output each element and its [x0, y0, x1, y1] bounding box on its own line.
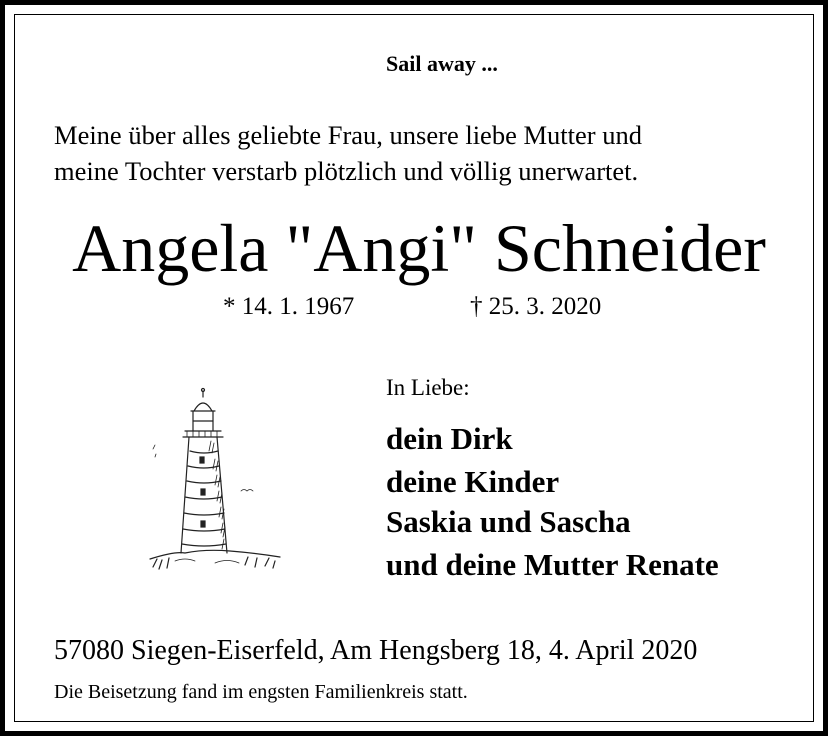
mourner-3: Saskia und Sascha [386, 504, 631, 539]
intro-line-2: meine Tochter verstarb plötzlich und völlig unerwartet. [54, 156, 639, 186]
intro-line-1: Meine über alles geliebte Frau, unsere liebe Mutter und [54, 120, 642, 150]
motto: Sail away ... [386, 51, 498, 76]
lighthouse-illustration [145, 381, 285, 591]
death-date: † 25. 3. 2020 [470, 293, 602, 320]
in-love-label: In Liebe: [386, 375, 470, 400]
place-and-date: 57080 Siegen-Eiserfeld, Am Hengsberg 18, 4. April 2020 [54, 635, 698, 666]
mourner-2: deine Kinder [386, 464, 560, 499]
mourner-1: dein Dirk [386, 421, 513, 456]
deceased-name: Angela "Angi" Schneider [72, 210, 766, 286]
mourner-4: und deine Mutter Renate [386, 547, 719, 582]
birth-date: * 14. 1. 1967 [223, 293, 355, 320]
burial-note: Die Beisetzung fand im engsten Familienkreis statt. [54, 681, 468, 703]
intro-text [54, 117, 642, 189]
